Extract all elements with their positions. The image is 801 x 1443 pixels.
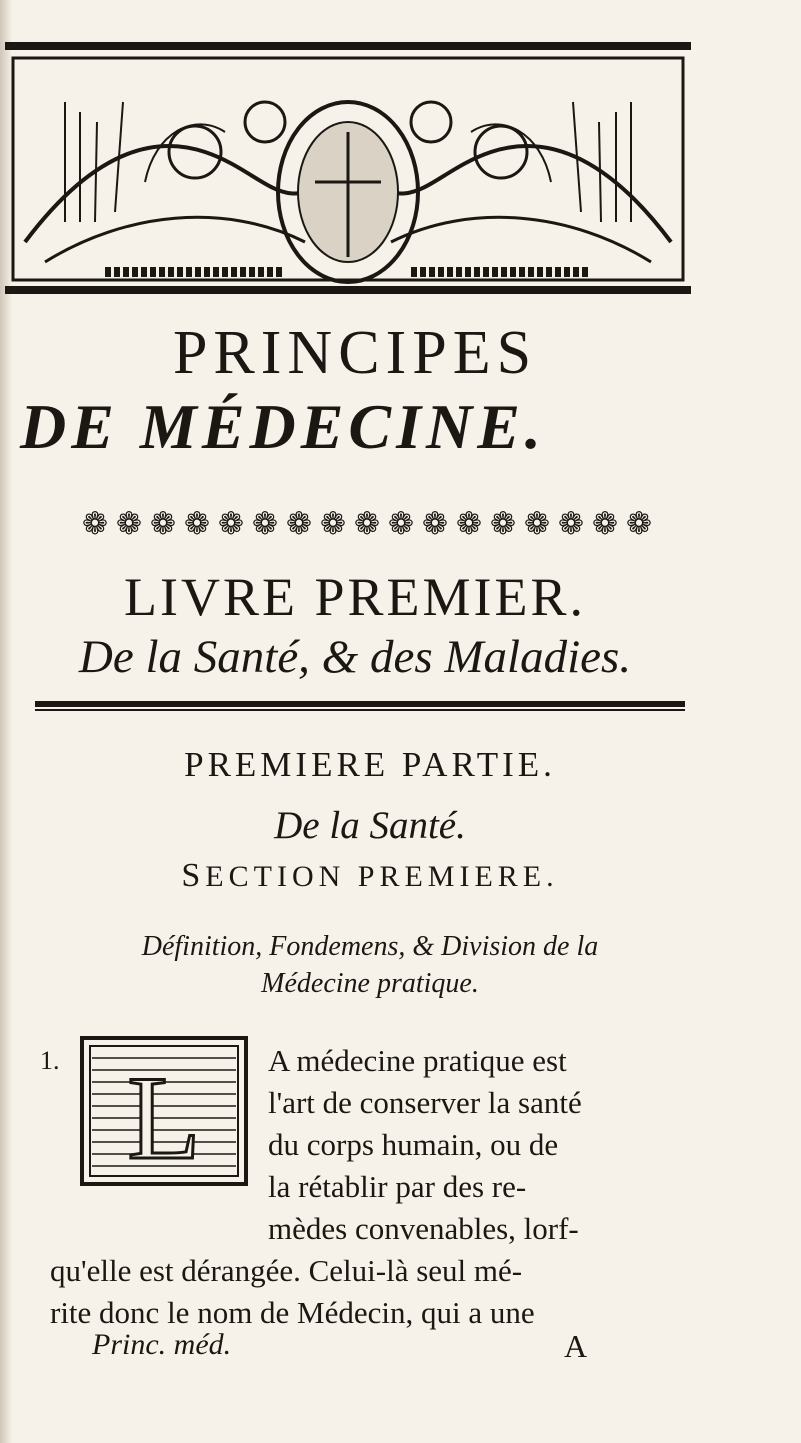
signature-letter: A — [564, 1328, 588, 1364]
part-subtitle: De la Santé. — [274, 804, 466, 847]
fleuron-icon: ❁ — [184, 506, 210, 541]
body-line: la rétablir par des re- — [268, 1169, 527, 1204]
fleuron-icon: ❁ — [286, 506, 312, 541]
fleuron-icon: ❁ — [558, 506, 584, 541]
body-line: A médecine pratique est — [268, 1043, 567, 1078]
fleuron-icon: ❁ — [354, 506, 380, 541]
section-desc-line-1: Définition, Fondemens, & Division de la — [141, 931, 599, 962]
section-description — [40, 928, 700, 1002]
fleuron-border — [82, 504, 652, 544]
fleuron-icon: ❁ — [626, 506, 652, 541]
body-line: mèdes convenables, lorf- — [268, 1211, 579, 1246]
body-line: rite donc le nom de Médecin, qui a une — [50, 1295, 535, 1330]
section-title — [60, 857, 680, 895]
book-subtitle: De la Santé, & des Maladies. — [78, 631, 632, 683]
book-title: LIVRE PREMIER. — [123, 567, 586, 627]
floral-headpiece-ornament — [5, 42, 691, 294]
part-title: PREMIERE PARTIE. — [184, 745, 556, 784]
fleuron-icon: ❁ — [422, 506, 448, 541]
signature-mark: Princ. méd. — [92, 1328, 232, 1361]
ornamental-rule — [35, 699, 685, 711]
svg-text:L: L — [127, 1051, 201, 1184]
fleuron-icon: ❁ — [490, 506, 516, 541]
fleuron-icon: ❁ — [524, 506, 550, 541]
body-line: l'art de conserver la santé — [268, 1085, 582, 1120]
fleuron-icon: ❁ — [388, 506, 414, 541]
body-line: du corps humain, ou de — [268, 1127, 559, 1162]
section-cap: S — [181, 857, 206, 894]
paragraph-number: 1. — [40, 1046, 60, 1075]
fleuron-icon: ❁ — [218, 506, 244, 541]
section-rest: ECTION PREMIERE. — [205, 860, 559, 893]
section-desc-line-2: Médecine pratique. — [261, 968, 479, 999]
fleuron-icon: ❁ — [150, 506, 176, 541]
page-title: PRINCIPES — [172, 319, 538, 387]
fleuron-icon: ❁ — [320, 506, 346, 541]
dropcap-letter-l — [80, 1036, 248, 1186]
fleuron-icon: ❁ — [456, 506, 482, 541]
fleuron-icon: ❁ — [592, 506, 618, 541]
page-subtitle: DE MÉDECINE. — [20, 391, 546, 462]
fleuron-icon: ❁ — [116, 506, 142, 541]
fleuron-icon: ❁ — [252, 506, 278, 541]
fleuron-icon: ❁ — [82, 506, 108, 541]
body-line: qu'elle est dérangée. Celui-là seul mé- — [50, 1253, 523, 1288]
